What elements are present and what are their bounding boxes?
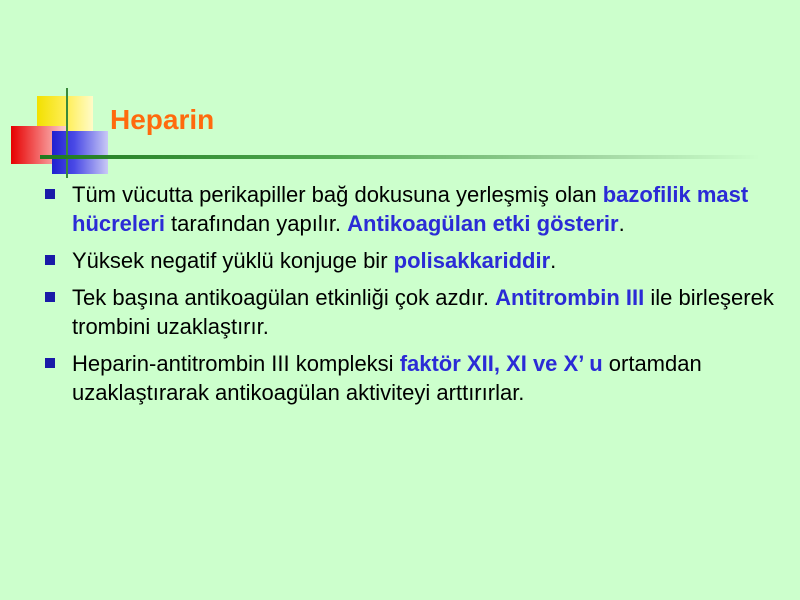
bullet-item xyxy=(42,246,794,275)
slide-title: Heparin xyxy=(110,104,215,135)
title-underline xyxy=(40,155,760,159)
decorative-vertical-line xyxy=(66,88,68,178)
square-bullet-icon xyxy=(45,189,55,199)
bullet-text: . xyxy=(618,211,625,236)
bullet-item xyxy=(42,349,794,407)
bullet-text: Heparin-antitrombin III kompleksi xyxy=(72,351,400,376)
decorative-blue-square xyxy=(52,131,108,174)
highlight-term: polisakkariddir xyxy=(393,248,551,273)
bullet-item xyxy=(42,283,794,341)
bullet-text: . xyxy=(550,248,557,273)
bullet-text: ortamdan uzaklaştırarak antikoagülan aktiviteyi arttırırlar. xyxy=(72,351,702,405)
bullet-list xyxy=(42,180,794,415)
highlight-term: bazofilik mast hücreleri xyxy=(72,182,749,236)
square-bullet-icon xyxy=(45,292,55,302)
bullet-text: ile birleşerek trombini uzaklaştırır. xyxy=(72,285,774,339)
bullet-text: Yüksek negatif yüklü konjuge bir xyxy=(72,248,394,273)
bullet-text: Tek başına antikoagülan etkinliği çok azdır. xyxy=(72,285,496,310)
square-bullet-icon xyxy=(45,255,55,265)
bullet-text: tarafından yapılır. xyxy=(164,211,348,236)
bullet-item xyxy=(42,180,794,238)
highlight-term: Antitrombin III xyxy=(495,285,645,310)
highlight-term: Antikoagülan etki gösterir xyxy=(347,211,619,236)
square-bullet-icon xyxy=(45,358,55,368)
highlight-term: faktör XII, XI ve X’ u xyxy=(399,351,603,376)
bullet-text: Tüm vücutta perikapiller bağ dokusuna yerleşmiş olan xyxy=(72,182,603,207)
